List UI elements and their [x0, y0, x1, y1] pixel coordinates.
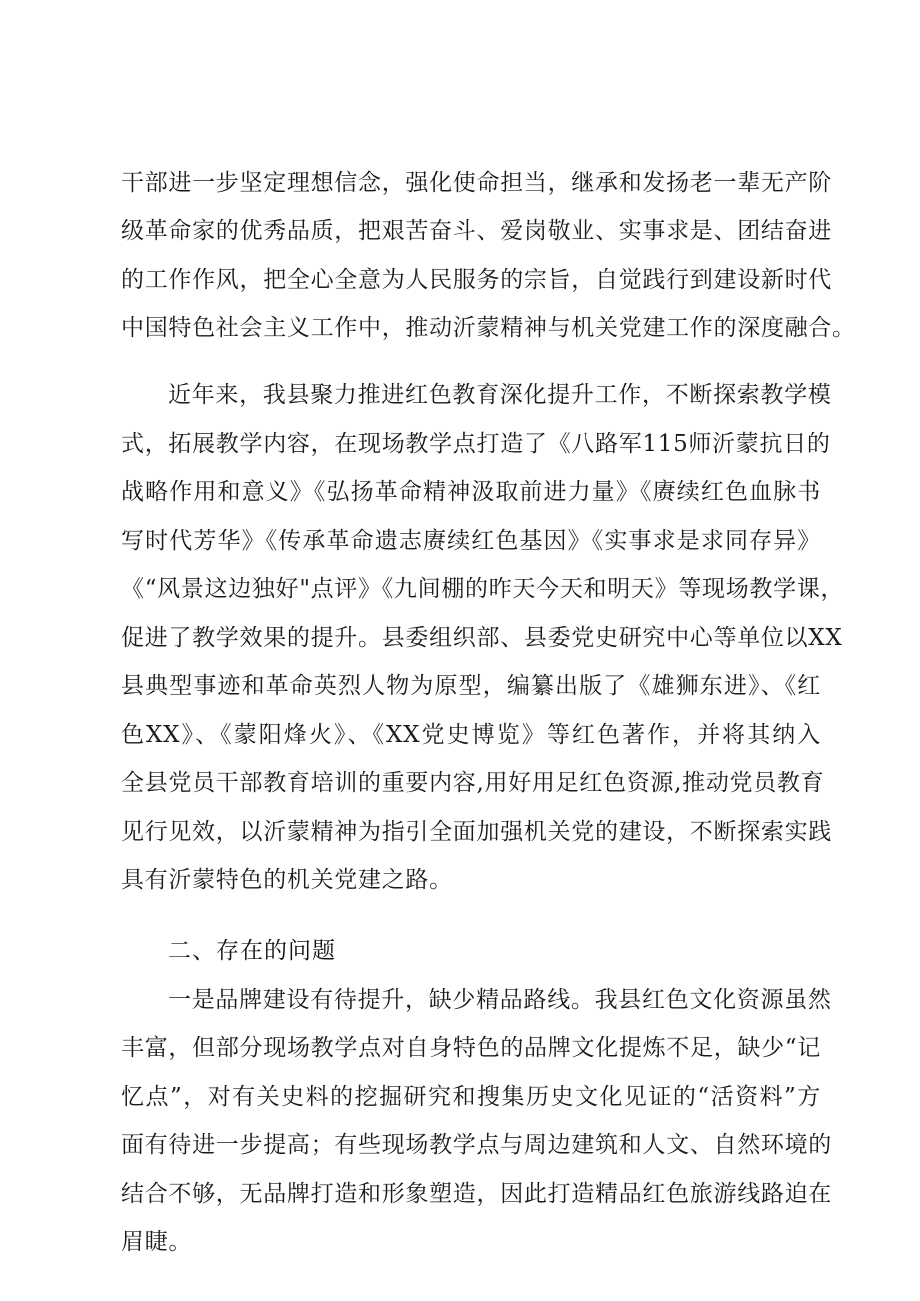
- paragraph-2-line-7: 县典型事迹和革命英烈人物为原型，编纂出版了《雄狮东进》、《红: [121, 673, 821, 699]
- paragraph-1-line-2: 级革命家的优秀品质，把艰苦奋斗、爱岗敬业、实事求是、团结奋进: [121, 218, 832, 244]
- paragraph-2-line-9: 全县党员干部教育培训的重要内容,用好用足红色资源,推动党员教育: [121, 770, 825, 796]
- paragraph-2-line-6: 促进了教学效果的提升。县委组织部、县委党史研究中心等单位以XX: [121, 625, 843, 651]
- paragraph-2-line-2: 式，拓展教学内容，在现场教学点打造了《八路军115师沂蒙抗日的: [121, 431, 831, 457]
- paragraph-3-line-5: 结合不够，无品牌打造和形象塑造，因此打造精品红色旅游线路迫在: [121, 1181, 832, 1207]
- paragraph-3-line-1: 一是品牌建设有待提升，缺少精品路线。我县红色文化资源虽然: [168, 987, 832, 1013]
- paragraph-2-line-1: 近年来，我县聚力推进红色教育深化提升工作，不断探索教学模: [168, 382, 832, 408]
- paragraph-3-line-4: 面有待进一步提高；有些现场教学点与周边建筑和人文、自然环境的: [121, 1132, 832, 1158]
- paragraph-3-line-3: 忆点”，对有关史料的挖掘研究和搜集历史文化见证的“活资料”方: [121, 1084, 821, 1110]
- paragraph-2-line-8: 色XX》、《蒙阳烽火》、《XX党史博览》等红色著作，并将其纳入: [121, 722, 821, 748]
- paragraph-1-line-1: 干部进一步坚定理想信念，强化使命担当，继承和发扬老一辈无产阶: [121, 170, 832, 196]
- paragraph-3-line-2: 丰富，但部分现场教学点对自身特色的品牌文化提炼不足，缺少“记: [121, 1035, 821, 1061]
- paragraph-2-line-10: 见行见效，以沂蒙精神为指引全面加强机关党的建设，不断探索实践: [121, 819, 832, 845]
- paragraph-2-line-4: 写时代芳华》《传承革命遗志赓续红色基因》《实事求是求同存异》: [121, 528, 821, 554]
- paragraph-1-line-3: 的工作作风，把全心全意为人民服务的宗旨，自觉践行到建设新时代: [121, 267, 832, 293]
- section-heading: 二、存在的问题: [168, 938, 336, 964]
- paragraph-2-line-5: 《“风景这边独好"点评》《九间棚的昨天今天和明天》等现场教学课，: [121, 576, 845, 602]
- paragraph-2-line-11: 具有沂蒙特色的机关党建之路。: [121, 867, 453, 893]
- paragraph-1-line-4: 中国特色社会主义工作中，推动沂蒙精神与机关党建工作的深度融合。: [121, 315, 856, 341]
- paragraph-2-line-3: 战略作用和意义》《弘扬革命精神汲取前进力量》《赓续红色血脉书: [121, 479, 821, 505]
- paragraph-3-line-6: 眉睫。: [121, 1229, 193, 1255]
